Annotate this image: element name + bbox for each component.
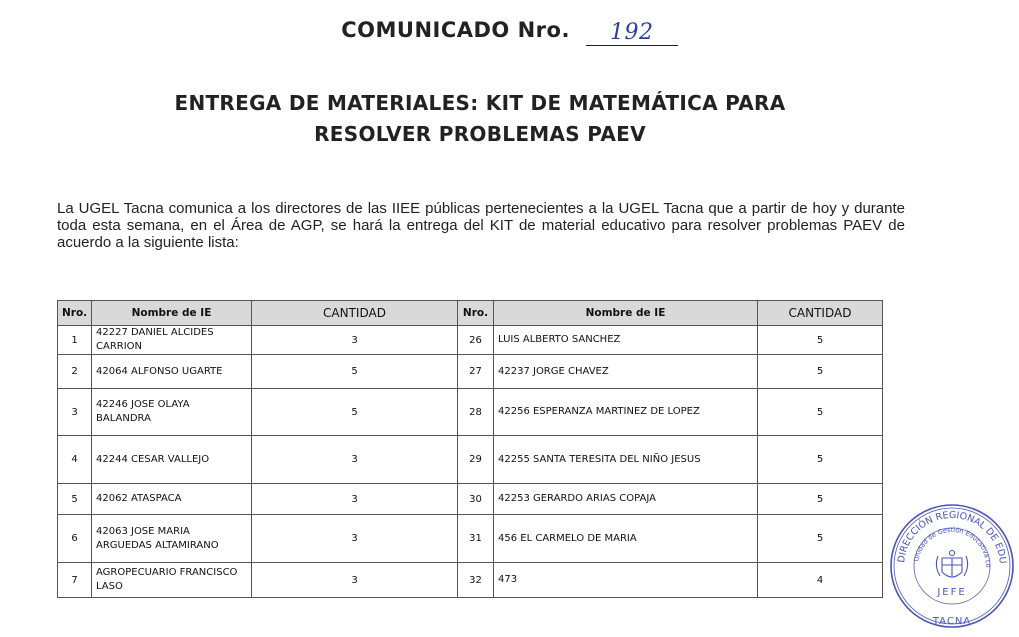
seal-outer-text: DIRECCIÓN REGIONAL DE EDU — [896, 509, 1009, 565]
cell-nombre: 42253 GERARDO ARIAS COPAJA — [494, 484, 758, 515]
cell-nro: 28 — [458, 389, 494, 436]
table-row — [58, 515, 883, 563]
subtitle-line-2: RESOLVER PROBLEMAS PAEV — [314, 122, 646, 146]
cell-cantidad: 5 — [758, 389, 883, 436]
cell-nro: 5 — [58, 484, 92, 515]
cell-cantidad: 3 — [252, 563, 458, 598]
table-row — [58, 436, 883, 484]
cell-cantidad: 3 — [252, 326, 458, 355]
cell-nombre: 42062 ATASPACA — [92, 484, 252, 515]
col-header-nro: Nro. — [58, 301, 92, 326]
cell-cantidad: 4 — [758, 563, 883, 598]
cell-nombre: 42064 ALFONSO UGARTE — [92, 355, 252, 389]
table-row — [58, 326, 883, 355]
cell-nro: 7 — [58, 563, 92, 598]
col-header-nro: Nro. — [458, 301, 494, 326]
cell-cantidad: 5 — [252, 389, 458, 436]
seal-city-text: TACNA — [932, 616, 972, 627]
table-row — [58, 563, 883, 598]
materials-table — [57, 300, 883, 598]
table-row — [58, 355, 883, 389]
cell-cantidad: 5 — [758, 355, 883, 389]
communique-number: 192 — [610, 20, 654, 45]
cell-nombre: 42246 JOSE OLAYA BALANDRA — [92, 389, 252, 436]
cell-nro: 30 — [458, 484, 494, 515]
cell-nombre: 42237 JORGE CHAVEZ — [494, 355, 758, 389]
cell-nro: 29 — [458, 436, 494, 484]
cell-cantidad: 5 — [758, 326, 883, 355]
official-seal-graphic — [888, 500, 1016, 632]
cell-cantidad: 5 — [758, 484, 883, 515]
cell-cantidad: 3 — [252, 436, 458, 484]
cell-nro: 26 — [458, 326, 494, 355]
cell-cantidad: 5 — [758, 436, 883, 484]
col-header-cantidad: CANTIDAD — [252, 301, 458, 326]
announcement-paragraph: La UGEL Tacna comunica a los directores de las IIEE públicas pertenecientes a la UGEL Tacna que a partir de hoy y durante toda esta semana, en el Área de AGP, se hará la entrega del KIT de material educativo para resolver problemas PAEV de acuerdo a la siguiente lista: — [57, 200, 905, 251]
subtitle-line-1: ENTREGA DE MATERIALES: KIT DE MATEMÁTICA PARA — [174, 91, 786, 115]
cell-nro: 2 — [58, 355, 92, 389]
table-row — [58, 484, 883, 515]
cell-nro: 4 — [58, 436, 92, 484]
col-header-nombre: Nombre de IE — [92, 301, 252, 326]
cell-nombre: 42244 CESAR VALLEJO — [92, 436, 252, 484]
cell-nombre: AGROPECUARIO FRANCISCO LASO — [92, 563, 252, 598]
communique-number-field — [586, 20, 678, 46]
cell-cantidad: 3 — [252, 515, 458, 563]
cell-nombre: 473 — [494, 563, 758, 598]
table-header-row — [58, 301, 883, 326]
document-title — [0, 18, 1019, 44]
cell-cantidad: 5 — [758, 515, 883, 563]
col-header-cantidad: CANTIDAD — [758, 301, 883, 326]
document-subtitle — [0, 88, 960, 150]
cell-nro: 31 — [458, 515, 494, 563]
seal-role-text: JEFE — [937, 587, 967, 598]
cell-nro: 32 — [458, 563, 494, 598]
cell-nro: 3 — [58, 389, 92, 436]
cell-nombre: 456 EL CARMELO DE MARIA — [494, 515, 758, 563]
cell-nombre: 42255 SANTA TERESITA DEL NIÑO JESUS — [494, 436, 758, 484]
cell-nro: 6 — [58, 515, 92, 563]
coat-of-arms-icon — [936, 551, 967, 578]
table-row — [58, 389, 883, 436]
seal-inner-text: Unidad de Gestión Educativa Lo — [912, 525, 993, 568]
cell-nombre: LUIS ALBERTO SANCHEZ — [494, 326, 758, 355]
cell-nombre: 42227 DANIEL ALCIDES CARRION — [92, 326, 252, 355]
cell-nombre: 42063 JOSE MARIA ARGUEDAS ALTAMIRANO — [92, 515, 252, 563]
cell-nombre: 42256 ESPERANZA MARTINEZ DE LOPEZ — [494, 389, 758, 436]
cell-cantidad: 5 — [252, 355, 458, 389]
cell-nro: 27 — [458, 355, 494, 389]
cell-cantidad: 3 — [252, 484, 458, 515]
title-prefix: COMUNICADO Nro. — [341, 18, 570, 42]
official-seal — [888, 500, 1016, 632]
col-header-nombre: Nombre de IE — [494, 301, 758, 326]
cell-nro: 1 — [58, 326, 92, 355]
